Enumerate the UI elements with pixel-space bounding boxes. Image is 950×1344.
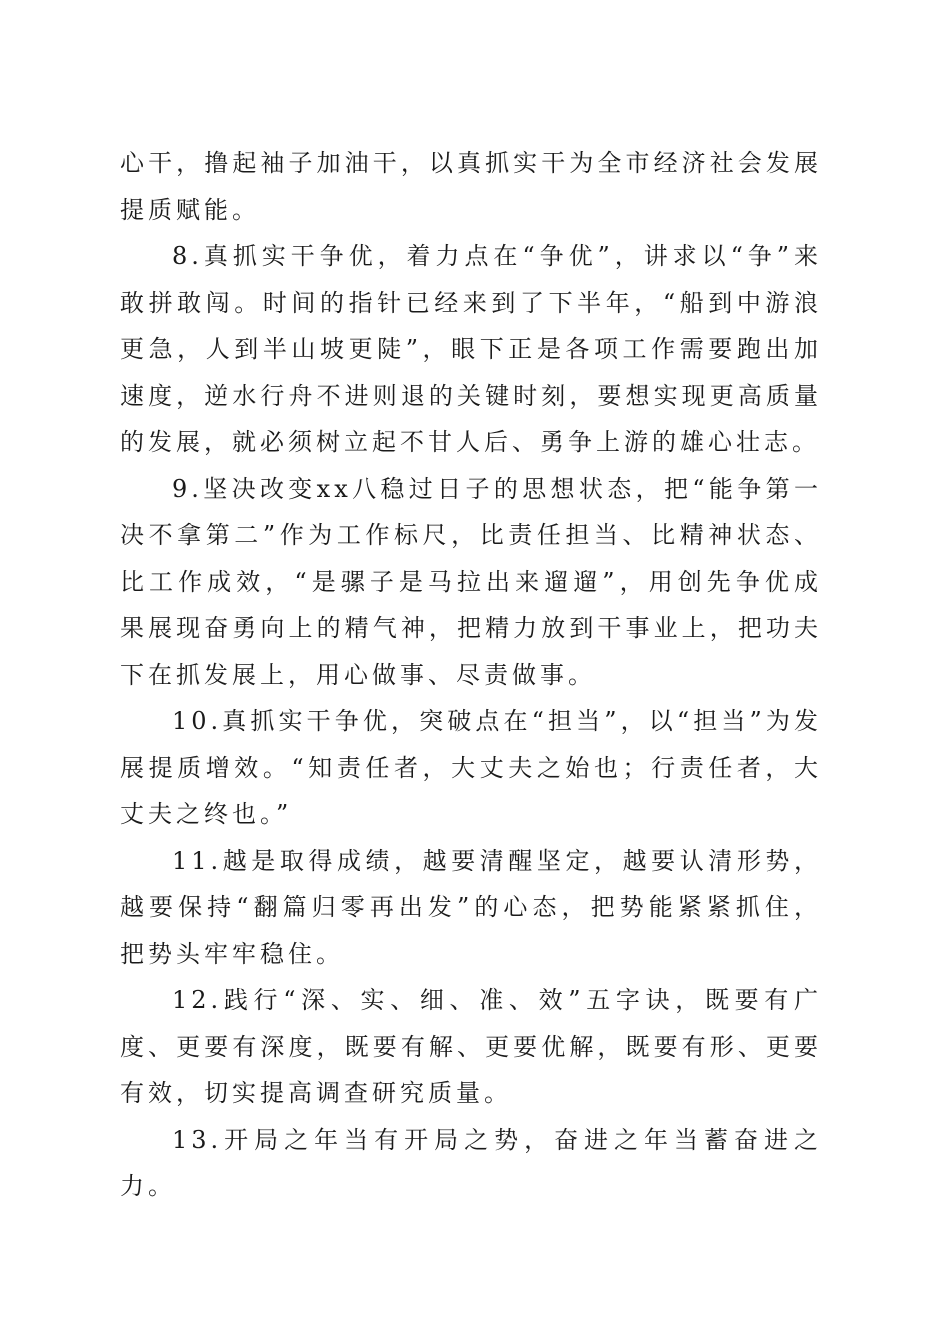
paragraph-item-10: 10.真抓实干争优，突破点在“担当”，以“担当”为发展提质增效。“知责任者，大丈夫之始也；行责任者，大丈夫之终也。” bbox=[120, 707, 822, 828]
paragraph-item-8: 8.真抓实干争优，着力点在“争优”，讲求以“争”来敢拼敢闯。时间的指针已经来到了下半年，“船到中游浪更急，人到半山坡更陡”，眼下正是各项工作需要跑出加速度，逆水行舟不进则退的关键时刻，要想实现更高质量的发展，就必须树立起不甘人后、勇争上游的雄心壮志。 bbox=[120, 242, 822, 456]
paragraph-item-11: 11.越是取得成绩，越要清醒坚定，越要认清形势，越要保持“翻篇归零再出发”的心态，把势能紧紧抓住，把势头牢牢稳住。 bbox=[120, 846, 822, 968]
paragraph-item-9: 9.坚决改变xx八稳过日子的思想状态，把“能争第一决不拿第二”作为工作标尺，比责任担当、比精神状态、比工作成效，“是骡子是马拉出来遛遛”，用创先争优成果展现奋勇向上的精气神，把精力放到干事业上，把功夫下在抓发展上，用心做事、尽责做事。 bbox=[120, 474, 822, 689]
paragraph-item-12: 12.践行“深、实、细、准、效”五字诀，既要有广度、更要有深度，既要有解、更要优解，既要有形、更要有效，切实提高调查研究质量。 bbox=[120, 986, 822, 1107]
paragraph-continuation: 心干，撸起袖子加油干，以真抓实干为全市经济社会发展提质赋能。 bbox=[120, 149, 822, 224]
document-page bbox=[120, 140, 822, 1210]
paragraph-item-13: 13.开局之年当有开局之势，奋进之年当蓄奋进之力。 bbox=[120, 1125, 822, 1200]
